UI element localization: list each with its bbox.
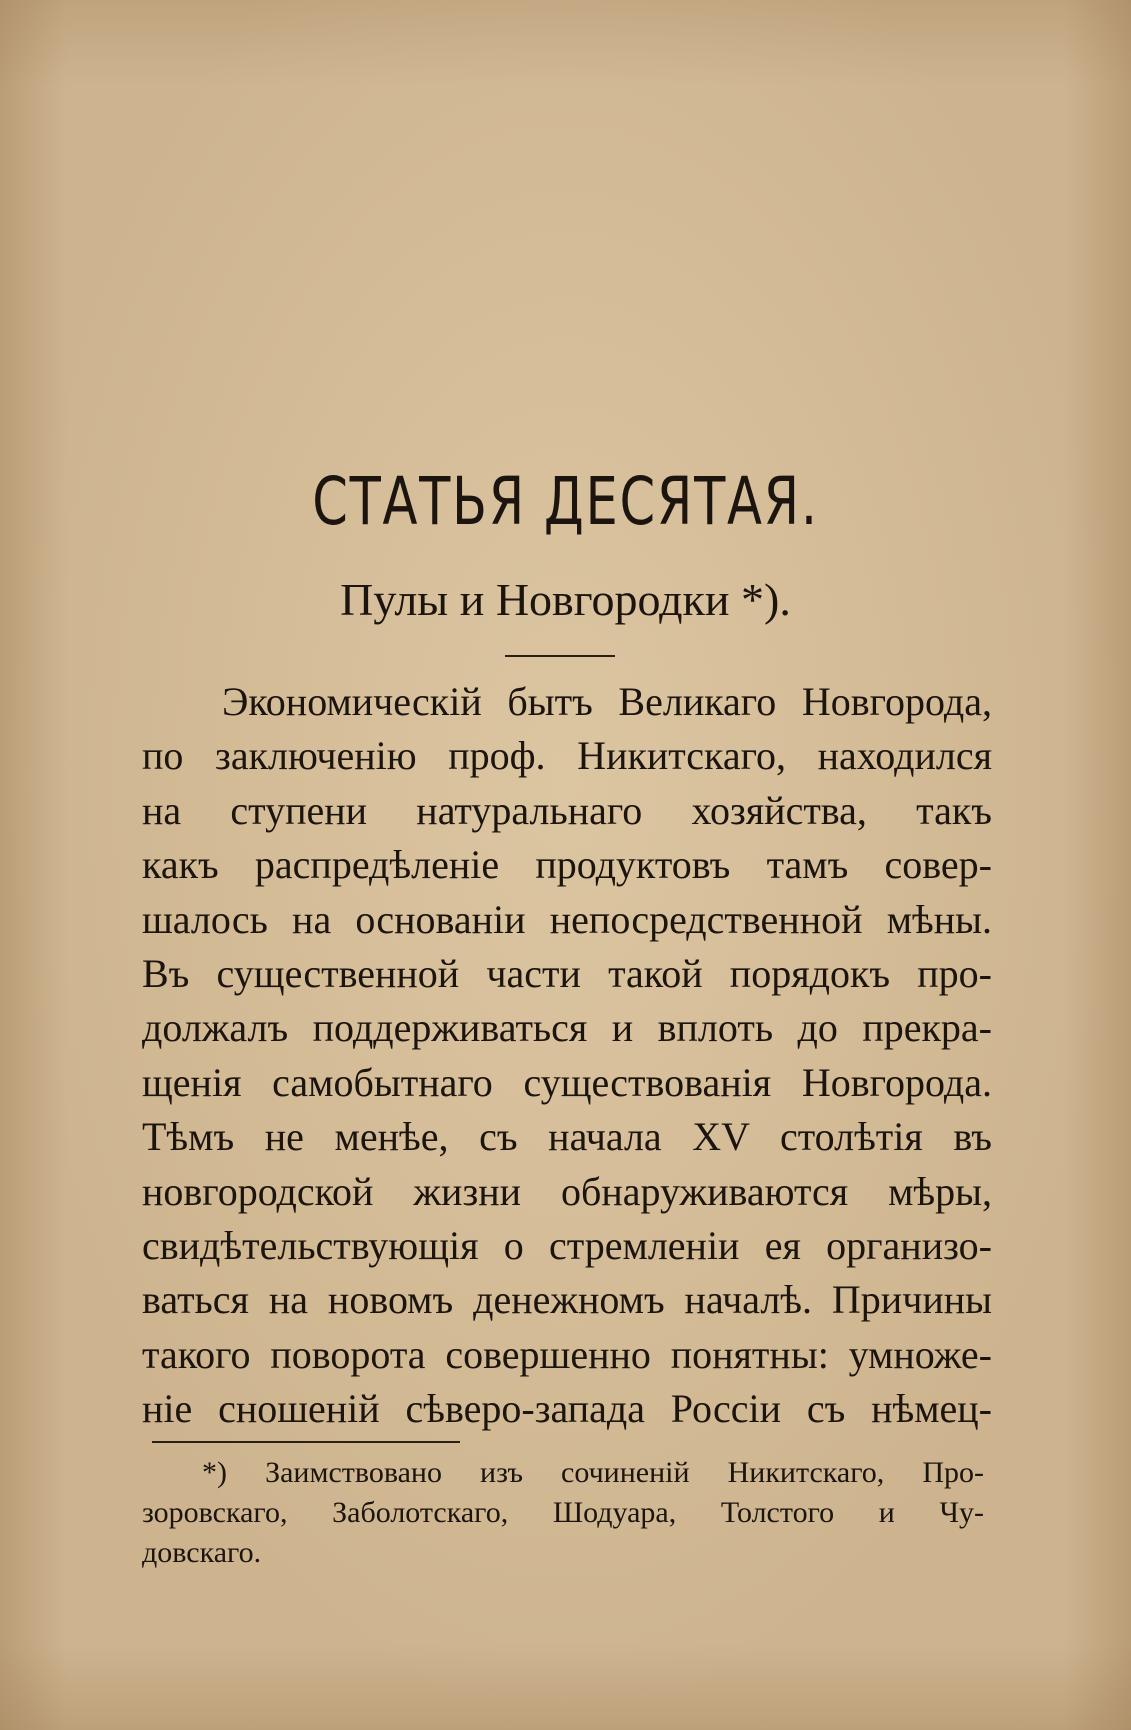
body-line: Въ существенной части такой порядокъ про- xyxy=(142,950,992,996)
body-line: новгородской жизни обнаруживаются мѣры, xyxy=(142,1168,992,1214)
body-line: должалъ поддерживаться и вплоть до прекра- xyxy=(142,1005,992,1051)
body-line: по заключенію проф. Никитскаго, находился xyxy=(142,733,992,779)
chapter-subtitle: Пулы и Новгородки *). xyxy=(340,574,791,625)
body-line: на ступени натуральнаго хозяйства, такъ xyxy=(142,787,992,833)
footnote xyxy=(142,1453,984,1573)
footnote-line: зоровскаго, Заболотскаго, Шодуара, Толстого и Чу- xyxy=(142,1496,984,1529)
footnote-line: довскаго. xyxy=(142,1536,262,1569)
body-line: такого поворота совершенно понятны: умноже- xyxy=(142,1331,992,1377)
body-line: Тѣмъ не менѣе, съ начала XV столѣтія въ xyxy=(142,1114,992,1160)
body-line: свидѣтельствующія о стремленіи ея организо- xyxy=(142,1222,992,1268)
body-paragraph xyxy=(142,675,992,1436)
body-line: щенія самобытнаго существованія Новгорода. xyxy=(142,1059,992,1105)
body-line: ваться на новомъ денежномъ началѣ. Причины xyxy=(142,1277,992,1323)
body-line: шалось на основаніи непосредственной мѣны. xyxy=(142,896,992,942)
chapter-title: СТАТЬЯ ДЕСЯТАЯ. xyxy=(312,463,819,540)
footnote-line: *) Заимствовано изъ сочиненій Никитскаго, Про- xyxy=(202,1456,984,1489)
title-divider xyxy=(505,655,615,657)
body-line: ніе сношеній сѣверо-запада Россіи съ нѣмец- xyxy=(142,1386,992,1432)
body-line: какъ распредѣленіе продуктовъ тамъ совер- xyxy=(142,842,992,888)
footnote-rule xyxy=(152,1441,460,1443)
body-line: Экономическій бытъ Великаго Новгорода, xyxy=(222,679,992,724)
